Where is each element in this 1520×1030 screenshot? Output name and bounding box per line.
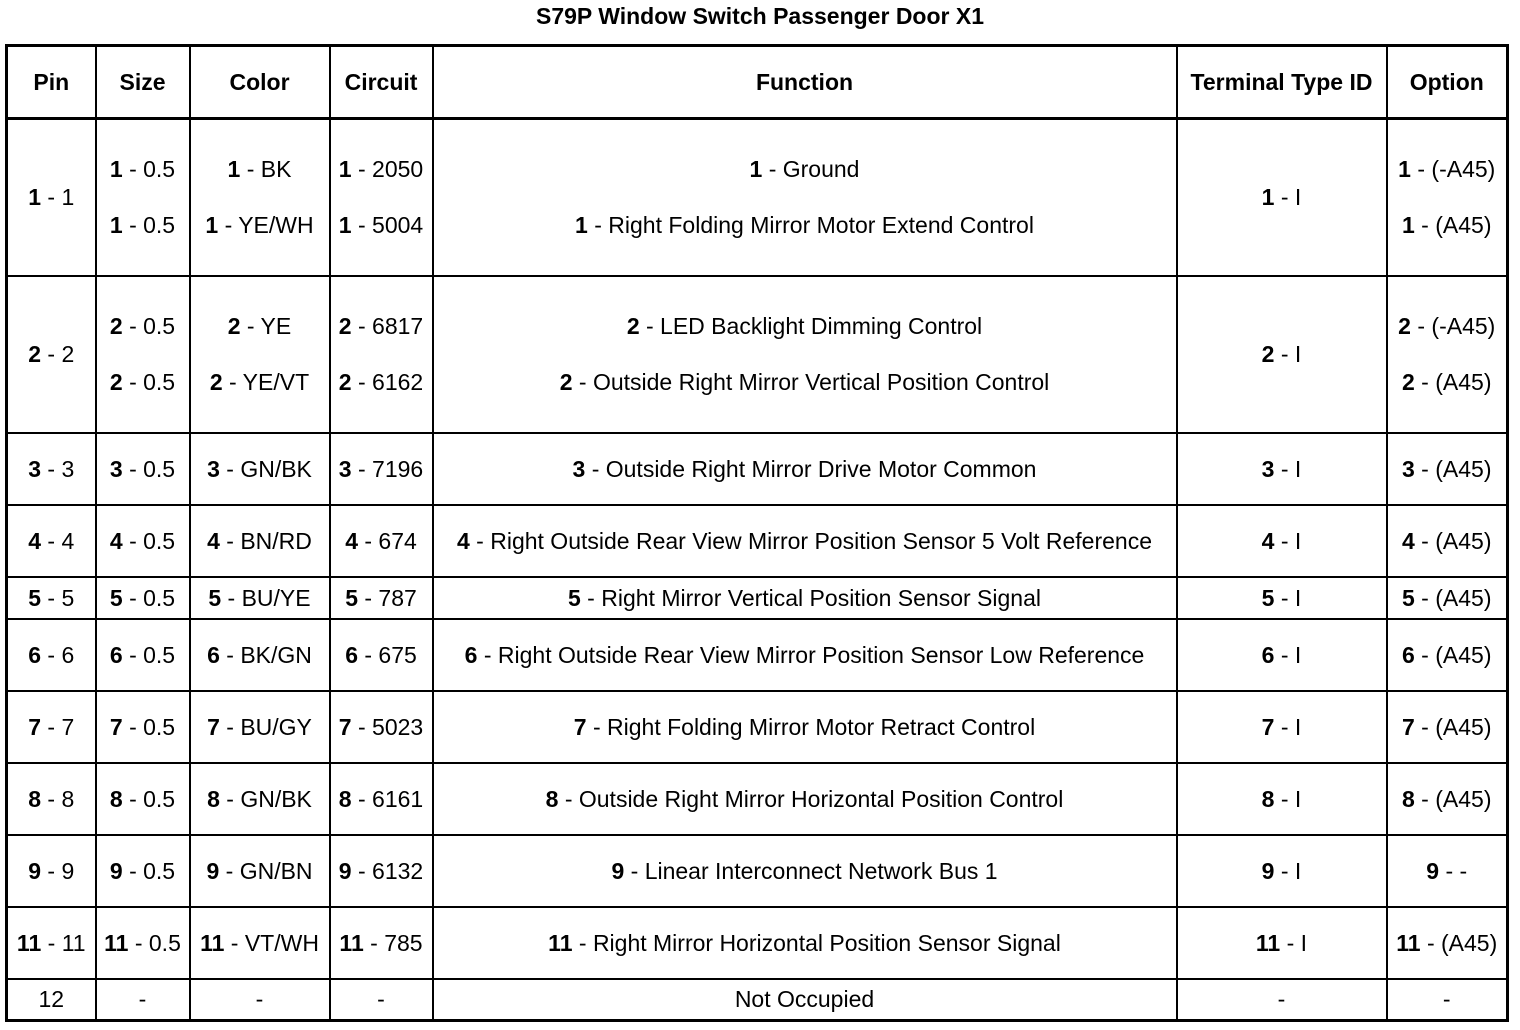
size-entry: 2 - 0.5 — [109, 313, 176, 339]
table-row — [7, 979, 1508, 1021]
pin-cell: 1 - 1 — [7, 119, 96, 276]
function-cell — [433, 119, 1177, 276]
function-cell: 8 - Outside Right Mirror Horizontal Position Control — [433, 763, 1177, 835]
function-cell: 9 - Linear Interconnect Network Bus 1 — [433, 835, 1177, 907]
function-entry: 2 - Outside Right Mirror Vertical Position Control — [559, 369, 1050, 395]
column-header-circuit: Circuit — [330, 46, 433, 119]
pin-cell: 6 - 6 — [7, 619, 96, 691]
pin-cell: 4 - 4 — [7, 505, 96, 577]
table-row — [7, 907, 1508, 979]
pin-cell: 9 - 9 — [7, 835, 96, 907]
pin-cell: 8 - 8 — [7, 763, 96, 835]
function-cell: 6 - Right Outside Rear View Mirror Position Sensor Low Reference — [433, 619, 1177, 691]
option-cell: 5 - (A45) — [1387, 577, 1508, 619]
size-cell: 3 - 0.5 — [96, 433, 190, 505]
circuit-cell: 8 - 6161 — [330, 763, 433, 835]
function-cell — [433, 276, 1177, 433]
terminal-type-cell: - — [1177, 979, 1387, 1021]
function-cell: 3 - Outside Right Mirror Drive Motor Common — [433, 433, 1177, 505]
pin-cell: 5 - 5 — [7, 577, 96, 619]
size-cell: 11 - 0.5 — [96, 907, 190, 979]
color-cell: 11 - VT/WH — [190, 907, 330, 979]
color-cell: 9 - GN/BN — [190, 835, 330, 907]
column-header-pin: Pin — [7, 46, 96, 119]
color-cell: 4 - BN/RD — [190, 505, 330, 577]
size-entry: 1 - 0.5 — [109, 156, 176, 183]
color-cell: 6 - BK/GN — [190, 619, 330, 691]
option-cell: 3 - (A45) — [1387, 433, 1508, 505]
circuit-cell: 11 - 785 — [330, 907, 433, 979]
table-row — [7, 505, 1508, 577]
option-cell: 8 - (A45) — [1387, 763, 1508, 835]
pin-cell: 12 — [7, 979, 96, 1021]
function-cell: 4 - Right Outside Rear View Mirror Position Sensor 5 Volt Reference — [433, 505, 1177, 577]
size-cell — [96, 276, 190, 433]
terminal-type-cell: 2 - I — [1177, 276, 1387, 433]
color-cell: 3 - GN/BK — [190, 433, 330, 505]
function-entry: 2 - LED Backlight Dimming Control — [626, 313, 983, 339]
color-cell — [190, 119, 330, 276]
function-entry: 1 - Ground — [749, 156, 860, 183]
table-row — [7, 577, 1508, 619]
color-cell — [190, 276, 330, 433]
circuit-entry: 1 - 5004 — [338, 212, 424, 239]
option-cell: 6 - (A45) — [1387, 619, 1508, 691]
pin-cell: 2 - 2 — [7, 276, 96, 433]
option-cell: 9 - - — [1387, 835, 1508, 907]
terminal-type-cell: 4 - I — [1177, 505, 1387, 577]
size-cell: 5 - 0.5 — [96, 577, 190, 619]
terminal-type-cell: 6 - I — [1177, 619, 1387, 691]
table-row — [7, 276, 1508, 433]
circuit-cell — [330, 119, 433, 276]
size-cell: - — [96, 979, 190, 1021]
document-title: S79P Window Switch Passenger Door X1 — [536, 3, 984, 29]
table-row — [7, 691, 1508, 763]
option-cell: 4 - (A45) — [1387, 505, 1508, 577]
size-entry: 2 - 0.5 — [109, 369, 176, 395]
option-entry: 1 - (A45) — [1402, 212, 1492, 239]
circuit-cell: 5 - 787 — [330, 577, 433, 619]
connector-pinout-table — [5, 44, 1509, 1022]
pin-cell: 7 - 7 — [7, 691, 96, 763]
circuit-entry: 2 - 6162 — [338, 369, 424, 395]
terminal-type-cell: 5 - I — [1177, 577, 1387, 619]
color-entry: 2 - YE — [227, 313, 292, 339]
column-header-option: Option — [1387, 46, 1508, 119]
column-header-terminal-type-id: Terminal Type ID — [1177, 46, 1387, 119]
terminal-type-cell: 7 - I — [1177, 691, 1387, 763]
size-cell — [96, 119, 190, 276]
column-header-color: Color — [190, 46, 330, 119]
color-cell: 8 - GN/BK — [190, 763, 330, 835]
option-cell: - — [1387, 979, 1508, 1021]
terminal-type-cell: 8 - I — [1177, 763, 1387, 835]
option-entry: 2 - (A45) — [1402, 369, 1492, 395]
terminal-type-cell: 11 - I — [1177, 907, 1387, 979]
function-cell: 7 - Right Folding Mirror Motor Retract Control — [433, 691, 1177, 763]
option-cell: 11 - (A45) — [1387, 907, 1508, 979]
color-entry: 1 - YE/WH — [205, 212, 314, 239]
function-entry: 1 - Right Folding Mirror Motor Extend Control — [575, 212, 1034, 239]
table-row — [7, 119, 1508, 276]
terminal-type-cell: 9 - I — [1177, 835, 1387, 907]
function-cell: 11 - Right Mirror Horizontal Position Sensor Signal — [433, 907, 1177, 979]
table-row — [7, 835, 1508, 907]
header-row — [7, 46, 1508, 119]
option-cell — [1387, 276, 1508, 433]
circuit-cell: 3 - 7196 — [330, 433, 433, 505]
size-entry: 1 - 0.5 — [109, 212, 176, 239]
color-cell: 7 - BU/GY — [190, 691, 330, 763]
option-cell — [1387, 119, 1508, 276]
table-row — [7, 433, 1508, 505]
color-cell: 5 - BU/YE — [190, 577, 330, 619]
color-entry: 2 - YE/VT — [209, 369, 310, 395]
circuit-cell: 9 - 6132 — [330, 835, 433, 907]
option-cell: 7 - (A45) — [1387, 691, 1508, 763]
circuit-cell — [330, 276, 433, 433]
pin-cell: 3 - 3 — [7, 433, 96, 505]
color-entry: 1 - BK — [227, 156, 292, 183]
option-entry: 2 - (-A45) — [1398, 313, 1496, 339]
option-entry: 1 - (-A45) — [1398, 156, 1496, 183]
circuit-entry: 2 - 6817 — [338, 313, 424, 339]
size-cell: 6 - 0.5 — [96, 619, 190, 691]
terminal-type-cell: 1 - I — [1177, 119, 1387, 276]
size-cell: 8 - 0.5 — [96, 763, 190, 835]
table-row — [7, 619, 1508, 691]
size-cell: 9 - 0.5 — [96, 835, 190, 907]
size-cell: 7 - 0.5 — [96, 691, 190, 763]
column-header-function: Function — [433, 46, 1177, 119]
circuit-entry: 1 - 2050 — [338, 156, 424, 183]
circuit-cell: - — [330, 979, 433, 1021]
circuit-cell: 4 - 674 — [330, 505, 433, 577]
size-cell: 4 - 0.5 — [96, 505, 190, 577]
color-cell: - — [190, 979, 330, 1021]
table-row — [7, 763, 1508, 835]
terminal-type-cell: 3 - I — [1177, 433, 1387, 505]
column-header-size: Size — [96, 46, 190, 119]
pin-cell: 11 - 11 — [7, 907, 96, 979]
function-cell: Not Occupied — [433, 979, 1177, 1021]
function-cell: 5 - Right Mirror Vertical Position Sensor Signal — [433, 577, 1177, 619]
circuit-cell: 7 - 5023 — [330, 691, 433, 763]
circuit-cell: 6 - 675 — [330, 619, 433, 691]
